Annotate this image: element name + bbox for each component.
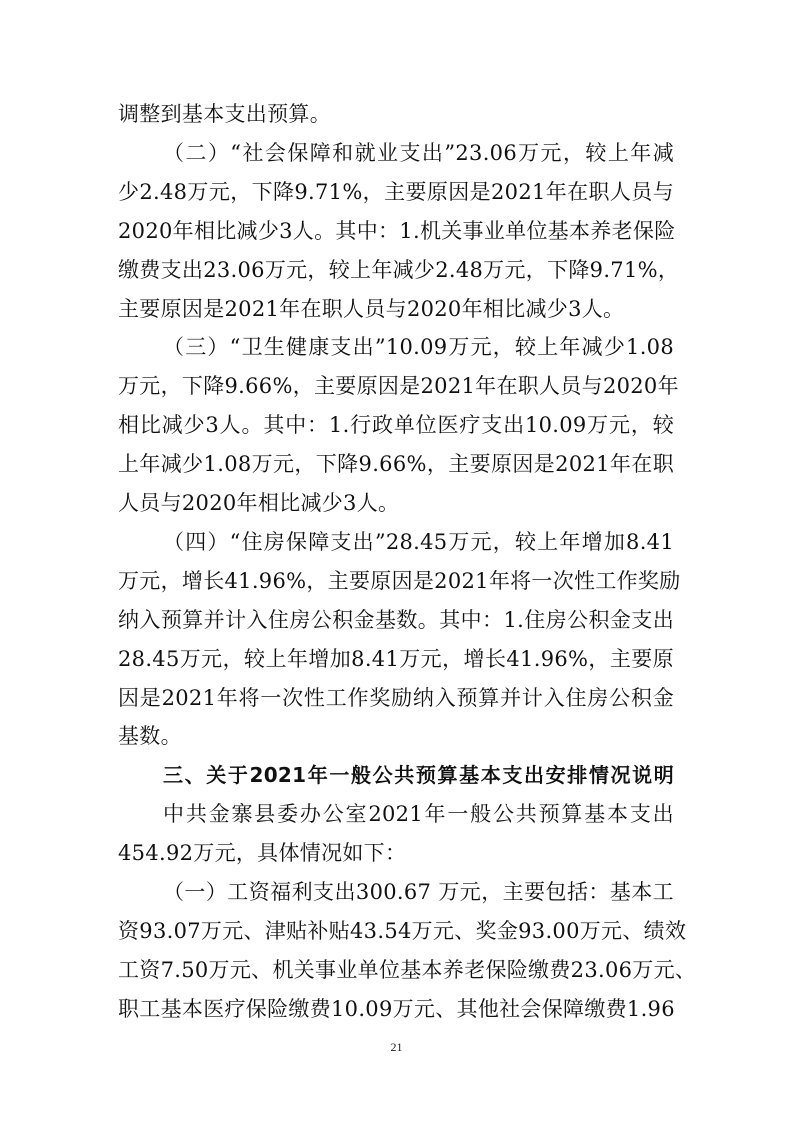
text-line: 因是2021年将一次性工作奖励纳入预算并计入住房公积金 [118, 685, 674, 710]
paragraph-salary-welfare: （一）工资福利支出300.67 万元，主要包括：基本工 [163, 880, 674, 904]
section-heading: 三、关于2021年一般公共预算基本支出安排情况说明 [163, 763, 674, 788]
page-number: 21 [390, 1040, 403, 1054]
paragraph-basic-expenditure: 中共金寨县委办公室2021年一般公共预算基本支出 [163, 802, 674, 827]
paragraph-health: （三）“卫生健康支出”10.09万元，较上年减少1.08 [163, 335, 674, 360]
text-line: 万元，下降9.66%，主要原因是2021年在职人员与2020年 [118, 374, 679, 399]
text-line: 少2.48万元，下降9.71%，主要原因是2021年在职人员与 [118, 179, 674, 204]
text-line: 上年减少1.08万元，下降9.66%，主要原因是2021年在职 [118, 452, 674, 477]
text-line: 基数。 [118, 724, 182, 749]
paragraph-housing: （四）“住房保障支出”28.45万元，较上年增加8.41 [163, 529, 674, 554]
text-line: 万元，增长41.96%，主要原因是2021年将一次性工作奖励 [118, 568, 681, 593]
text-line: 相比减少3人。其中：1.行政单位医疗支出10.09万元，较 [118, 413, 674, 438]
text-line: 资93.07万元、津贴补贴43.54万元、奖金93.00万元、绩效 [118, 918, 687, 943]
paragraph-social-security: （二）“社会保障和就业支出”23.06万元，较上年减 [163, 140, 674, 165]
text-line: 主要原因是2021年在职人员与2020年相比减少3人。 [118, 296, 625, 321]
text-line: 工资7.50万元、机关事业单位基本养老保险缴费23.06万元、 [118, 957, 697, 982]
text-line: 调整到基本支出预算。 [118, 102, 331, 126]
text-line: 缴费支出23.06万元，较上年减少2.48万元，下降9.71%， [118, 257, 680, 282]
text-line: 职工基本医疗保险缴费10.09万元、其他社会保障缴费1.96 [118, 996, 675, 1021]
text-line: 2020年相比减少3人。其中：1.机关事业单位基本养老保险 [118, 218, 676, 243]
text-line: 人员与2020年相比减少3人。 [118, 491, 400, 515]
text-line: 28.45万元，较上年增加8.41万元，增长41.96%，主要原 [118, 646, 674, 671]
text-line: 纳入预算并计入住房公积金基数。其中：1.住房公积金支出 [118, 607, 674, 632]
text-line: 454.92万元，具体情况如下： [118, 841, 407, 866]
